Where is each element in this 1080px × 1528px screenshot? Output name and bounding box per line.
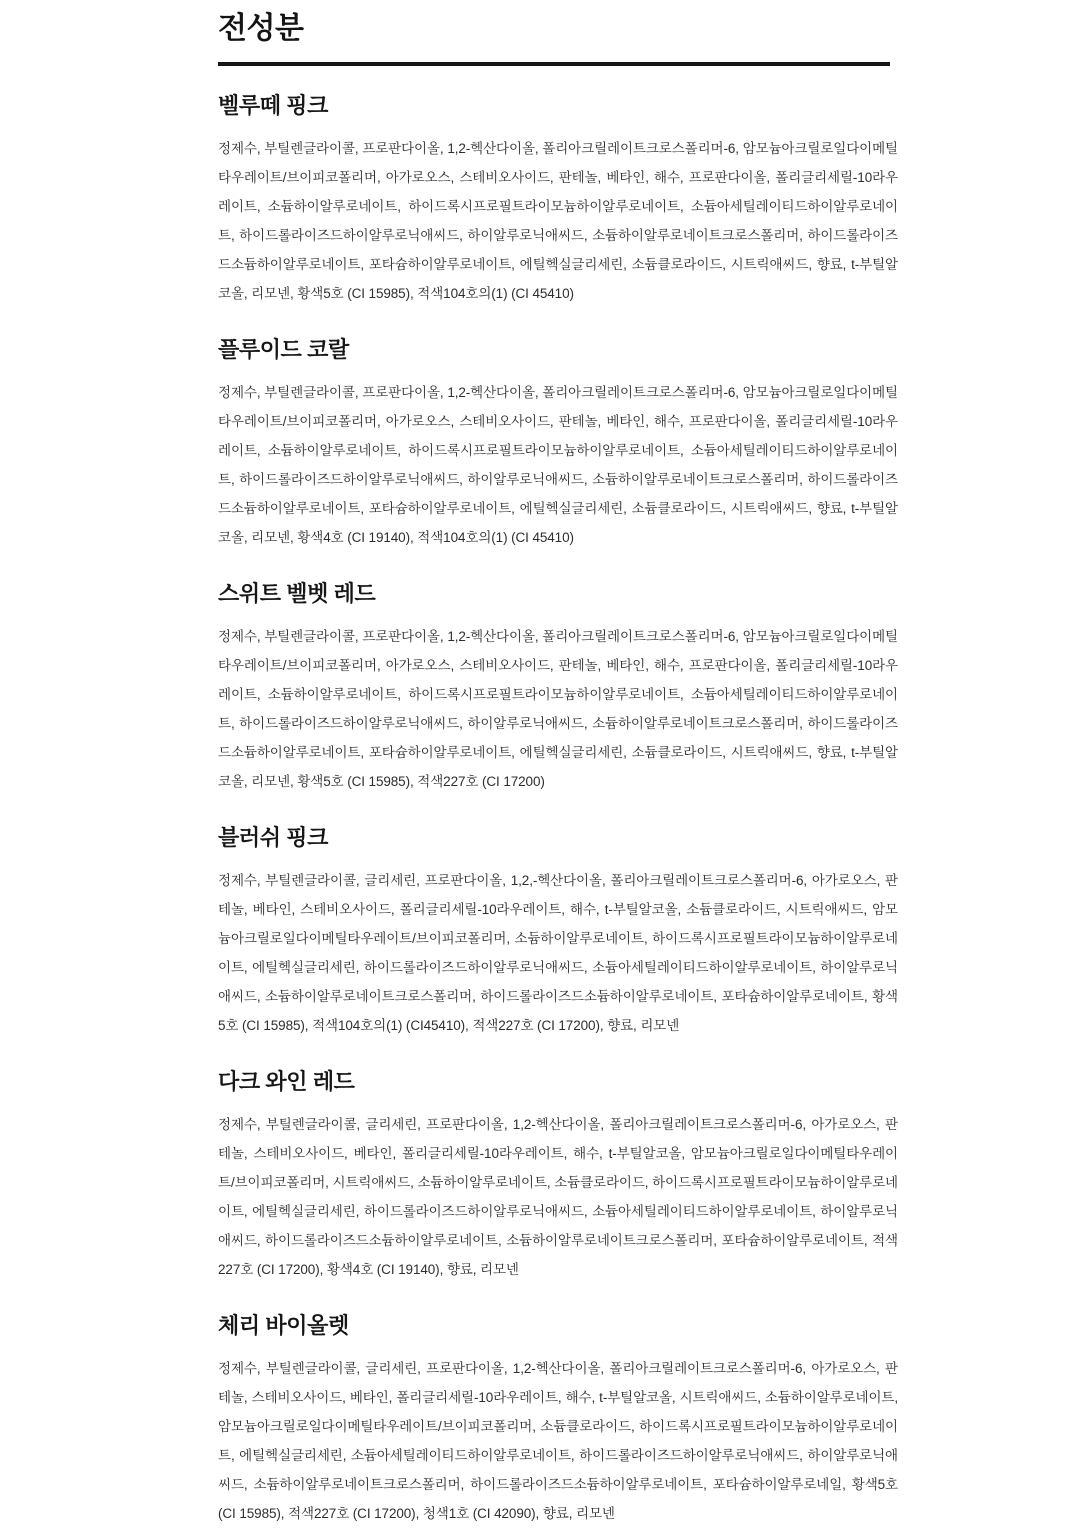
ingredients-text: 정제수, 부틸렌글라이콜, 프로판다이올, 1,2-헥산다이올, 폴리아크릴레이트크로스폴리머-6, 암모늄아크릴로일다이메틸타우레이트/브이피코폴리머, 아가로오스, 스테비오사이드, 판테놀, 베타인, 해수, 프로판다이올, 폴리글리세릴-10라우레이트, 소듐하이알루로네이트, 하이드록시프로필트라이모늄하이알루로네이트, 소듐아세틸레이티드하이알루로네이트, 하이드롤라이즈드하이알루로닉애씨드, 하이알루로닉애씨드, 소듐하이알루로네이트크로스폴리머, 하이드롤라이즈드소듐하이알루로네이트, 포타슘하이알루로네이트, 에틸헥실글리세린, 소듐클로라이드, 시트릭애씨드, 향료, t-부틸알코올, 리모넨, 황색4호 (CI 19140), 적색104호의(1) (CI 45410) (218, 385, 898, 545)
ingredients-text: 정제수, 부틸렌글라이콜, 글리세린, 프로판다이올, 1,2-헥산다이올, 폴리아크릴레이트크로스폴리머-6, 아가로오스, 판테놀, 스테비오사이드, 베타인, 폴리글리세릴-10라우레이트, 해수, t-부틸알코올, 시트릭애씨드, 소듐하이알루로네이트, 암모늄아크릴로일다이메틸타우레이트/브이피코폴리머, 소듐클로라이드, 하이드록시프로필트라이모늄하이알루로네이트, 에틸헥실글리세린, 소듐아세틸레이티드하이알루로네이트, 하이드롤라이즈드하이알루로닉애씨드, 하이알루로닉애씨드, 소듐하이알루로네이트크로스폴리머, 하이드롤라이즈드소듐하이알루로네이트, 포타슘하이알루로네일, 황색5호 (CI 15985), 적색227호 (CI 17200), 청색1호 (CI 42090), 향료, 리모넨 (218, 1361, 898, 1521)
ingredient-section (218, 1068, 898, 1284)
ingredients-text: 정제수, 부틸렌글라이콜, 프로판다이올, 1,2-헥산다이올, 폴리아크릴레이트크로스폴리머-6, 암모늄아크릴로일다이메틸타우레이트/브이피코폴리머, 아가로오스, 스테비오사이드, 판테놀, 베타인, 해수, 프로판다이올, 폴리글리세릴-10라우레이트, 소듐하이알루로네이트, 하이드록시프로필트라이모늄하이알루로네이트, 소듐아세틸레이티드하이알루로네이트, 하이드롤라이즈드하이알루로닉애씨드, 하이알루로닉애씨드, 소듐하이알루로네이트크로스폴리머, 하이드롤라이즈드소듐하이알루로네이트, 포타슘하이알루로네이트, 에틸헥실글리세린, 소듐클로라이드, 시트릭애씨드, 향료, t-부틸알코올, 리모넨, 황색5호 (CI 15985), 적색227호 (CI 17200) (218, 629, 898, 789)
ingredients-text: 정제수, 부틸렌글라이콜, 프로판다이올, 1,2-헥산다이올, 폴리아크릴레이트크로스폴리머-6, 암모늄아크릴로일다이메틸타우레이트/브이피코폴리머, 아가로오스, 스테비오사이드, 판테놀, 베타인, 해수, 프로판다이올, 폴리글리세릴-10라우레이트, 소듐하이알루로네이트, 하이드록시프로필트라이모늄하이알루로네이트, 소듐아세틸레이티드하이알루로네이트, 하이드롤라이즈드하이알루로닉애씨드, 하이알루로닉애씨드, 소듐하이알루로네이트크로스폴리머, 하이드롤라이즈드소듐하이알루로네이트, 포타슘하이알루로네이트, 에틸헥실글리세린, 소듐클로라이드, 시트릭애씨드, 향료, t-부틸알코올, 리모넨, 황색5호 (CI 15985), 적색104호의(1) (CI 45410) (218, 141, 898, 301)
shade-name-veloute-pink: 벨루떼 핑크 (218, 93, 328, 118)
page-title: 전성분 (218, 12, 304, 45)
ingredient-section (218, 336, 898, 552)
ingredient-section (218, 824, 898, 1040)
shade-name-cherry-violet: 체리 바이올렛 (218, 1313, 349, 1338)
ingredient-section (218, 1312, 898, 1528)
ingredients-text: 정제수, 부틸렌글라이콜, 글리세린, 프로판다이올, 1,2,-헥산다이올, 폴리아크릴레이트크로스폴리머-6, 아가로오스, 판테놀, 베타인, 스테비오사이드, 폴리글리세릴-10라우레이트, 해수, t-부틸알코올, 소듐클로라이드, 시트릭애씨드, 암모늄아크릴로일다이메틸타우레이트/브이피코폴리머, 소듐하이알루로네이트, 하이드록시프로필트라이모늄하이알루로네이트, 에틸헥실글리세린, 하이드롤라이즈드하이알루로닉애씨드, 소듐아세틸레이티드하이알루로네이트, 하이알루로닉애씨드, 소듐하이알루로네이트크로스폴리머, 하이드롤라이즈드소듐하이알루로네이트, 포타슘하이알루로네이트, 황색5호 (CI 15985), 적색104호의(1) (CI45410), 적색227호 (CI 17200), 향료, 리모넨 (218, 873, 898, 1033)
shade-name-sweet-velvet-red: 스위트 벨벳 레드 (218, 581, 376, 606)
ingredient-section (218, 92, 898, 308)
shade-name-dark-wine-red: 다크 와인 레드 (218, 1069, 355, 1094)
shade-name-blush-pink: 블러쉬 핑크 (218, 825, 328, 850)
ingredients-text: 정제수, 부틸렌글라이콜, 글리세린, 프로판다이올, 1,2-헥산다이올, 폴리아크릴레이트크로스폴리머-6, 아가로오스, 판테놀, 스테비오사이드, 베타인, 폴리글리세릴-10라우레이트, 해수, t-부틸알코올, 암모늄아크릴로일다이메틸타우레이트/브이피코폴리머, 시트릭애씨드, 소듐하이알루로네이트, 소듐클로라이드, 하이드록시프로필트라이모늄하이알루로네이트, 에틸헥실글리세린, 하이드롤라이즈드하이알루로닉애씨드, 소듐아세틸레이티드하이알루로네이트, 하이알루로닉애씨드, 하이드롤라이즈드소듐하이알루로네이트, 소듐하이알루로네이트크로스폴리머, 포타슘하이알루로네이트, 적색227호 (CI 17200), 황색4호 (CI 19140), 향료, 리모넨 (218, 1117, 898, 1277)
title-divider (218, 62, 890, 66)
ingredient-section (218, 580, 898, 796)
shade-name-fluid-coral: 플루이드 코랄 (218, 337, 349, 362)
